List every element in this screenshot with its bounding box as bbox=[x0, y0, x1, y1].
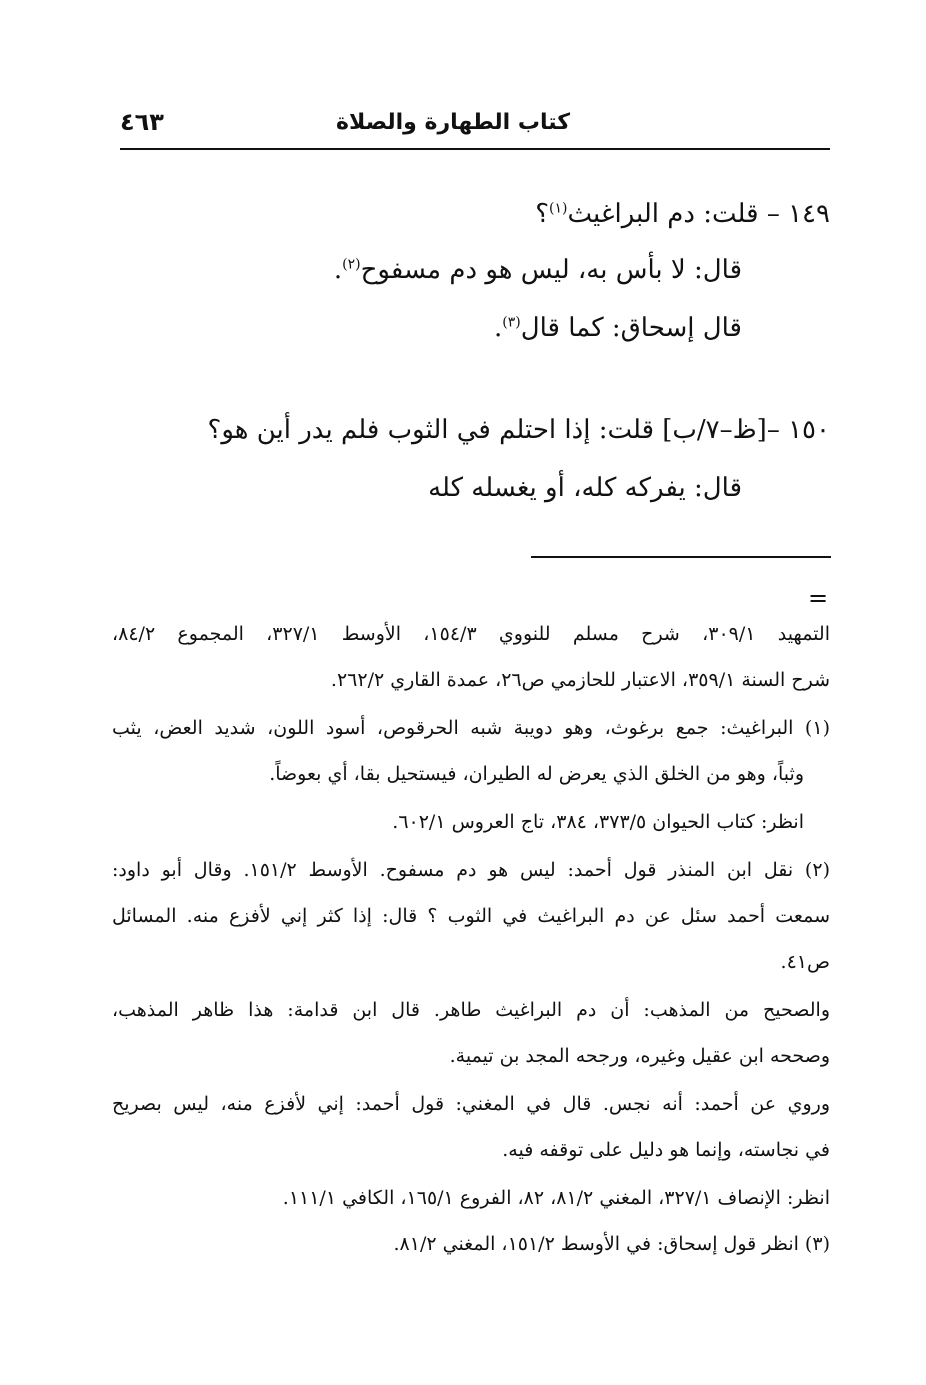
footnote-line: التمهيد ٣٠٩/١، شرح مسلم للنووي ١٥٤/٣، الأوسط ٣٢٧/١، المجموع ٨٤/٢، bbox=[112, 623, 830, 645]
footnote-ref-2: (٢) bbox=[342, 256, 361, 273]
footnote-line: (١) البراغيث: جمع برغوث، وهو دويبة شبه الحرقوص، أسود اللون، شديد العض، يثب bbox=[112, 717, 830, 739]
footnote-line: ص٤١. bbox=[780, 951, 830, 973]
footnote-line: (٢) نقل ابن المنذر قول أحمد: ليس هو دم مسفوح. الأوسط ١٥١/٢. وقال أبو داود: bbox=[112, 859, 830, 881]
footnote-line: وثباً، وهو من الخلق الذي يعرض له الطيران، فيستحيل بقا، أي بعوضاً. bbox=[269, 763, 804, 785]
footnote-line: شرح السنة ٣٥٩/١، الاعتبار للحازمي ص٢٦، عمدة القاري ٢٦٢/٢. bbox=[330, 669, 830, 691]
footnote-line: والصحيح من المذهب: أن دم البراغيث طاهر. قال ابن قدامة: هذا ظاهر المذهب، bbox=[112, 999, 830, 1021]
footnote-line: انظر: الإنصاف ٣٢٧/١، المغني ٨١/٢، ٨٢، الفروع ١٦٥/١، الكافي ١١١/١. bbox=[282, 1187, 830, 1209]
footnote-line: في نجاسته، وإنما هو دليل على توقفه فيه. bbox=[502, 1139, 830, 1161]
question-150: ١٥٠ –[ظ–٧/ب] قلت: إذا احتلم في الثوب فلم يدر أين هو؟ bbox=[207, 415, 830, 445]
footnote-line: وصححه ابن عقيل وغيره، ورجحه المجد بن تيمية. bbox=[449, 1045, 830, 1067]
answer-149: قال: لا بأس به، ليس هو دم مسفوح$^{(٢)}$. bbox=[333, 255, 742, 285]
footnote-line: انظر: كتاب الحيوان ٣٧٣/٥، ٣٨٤، تاج العروس ٦٠٢/١. bbox=[392, 811, 804, 833]
footnote-ref-3: (٣) bbox=[502, 314, 521, 331]
footnote-line: (٣) انظر قول إسحاق: في الأوسط ١٥١/٢، المغني ٨١/٢. bbox=[393, 1233, 830, 1255]
page-header bbox=[120, 104, 830, 150]
footnote-ref-1: (١) bbox=[549, 200, 568, 217]
page-number: ٤٦٣ bbox=[120, 108, 164, 136]
continuation-mark: = bbox=[808, 584, 829, 612]
question-149: ١٤٩ – قلت: دم البراغيث$^{(١)}$؟ bbox=[535, 199, 830, 229]
answer-150: قال: يفركه كله، أو يغسله كله bbox=[428, 473, 742, 503]
footnote-line: سمعت أحمد سئل عن دم البراغيث في الثوب ؟ قال: إذا كثر إني لأفزع منه. المسائل bbox=[112, 905, 830, 927]
footnote-line: وروي عن أحمد: أنه نجس. قال في المغني: قول أحمد: إني لأفزع منه، ليس بصريح bbox=[112, 1093, 830, 1115]
footnote-separator bbox=[531, 556, 831, 558]
ishaq-149: قال إسحاق: كما قال$^{(٣)}$. bbox=[494, 313, 742, 343]
book-title: كتاب الطهارة والصلاة bbox=[336, 110, 570, 135]
